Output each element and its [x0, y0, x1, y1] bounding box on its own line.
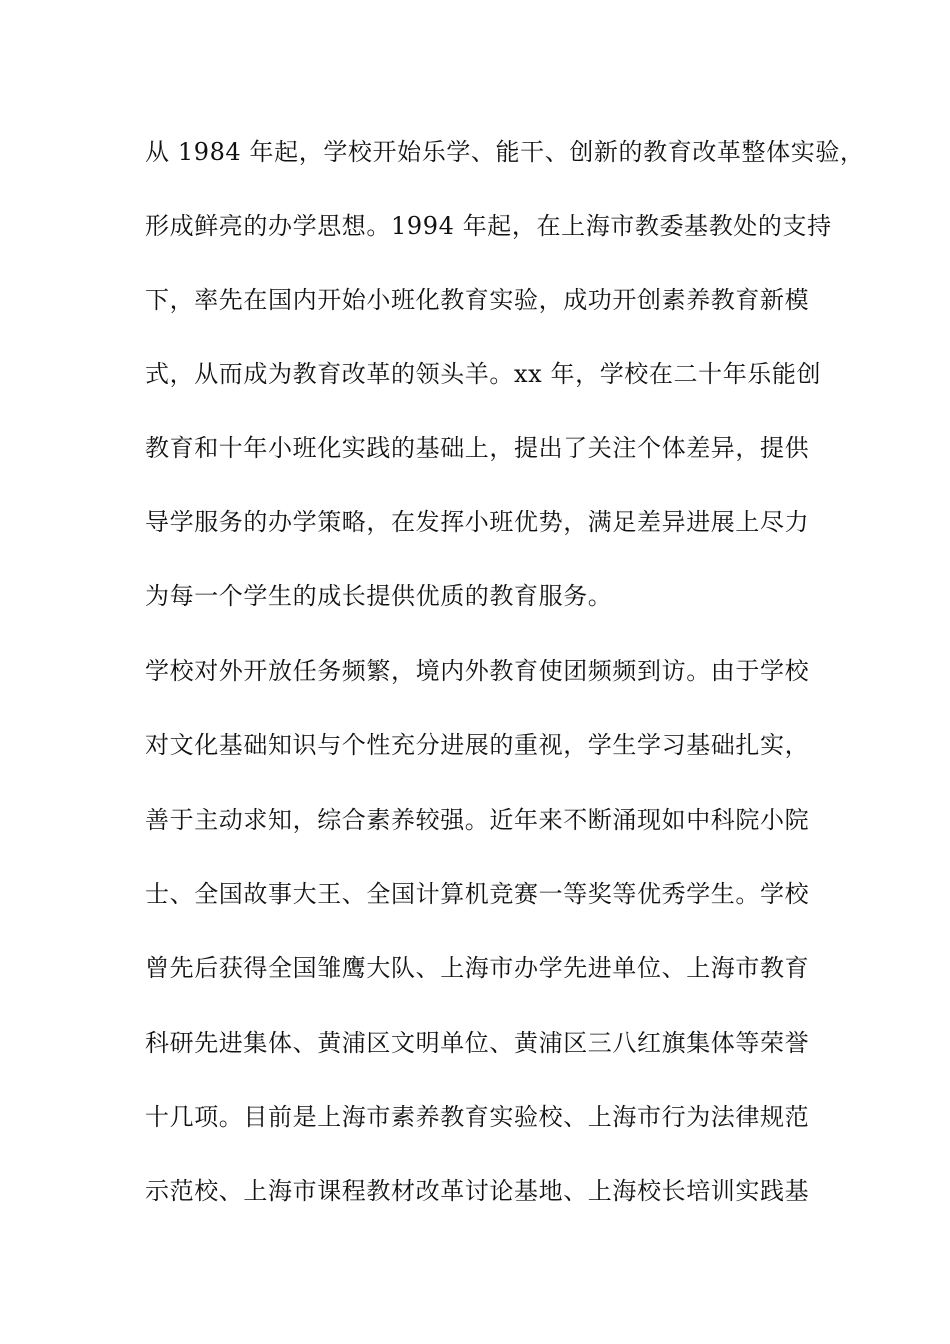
paragraph-1-line-3: 下，率先在国内开始小班化教育实验，成功开创素养教育新模 — [145, 286, 810, 314]
paragraph-2-line-1: 学校对外开放任务频繁，境内外教育使团频频到访。由于学校 — [145, 657, 810, 685]
paragraph-2-line-6: 科研先进集体、黄浦区文明单位、黄浦区三八红旗集体等荣誉 — [145, 1029, 810, 1057]
paragraph-1-line-4: 式，从而成为教育改革的领头羊。xx 年，学校在二十年乐能创 — [145, 360, 822, 388]
paragraph-2-line-5: 曾先后获得全国雏鹰大队、上海市办学先进单位、上海市教育 — [145, 954, 810, 982]
paragraph-1-line-5: 教育和十年小班化实践的基础上，提出了关注个体差异，提供 — [145, 434, 810, 462]
paragraph-1-line-2: 形成鲜亮的办学思想。1994 年起，在上海市教委基教处的支持 — [145, 212, 832, 240]
paragraph-1-line-7: 为每一个学生的成长提供优质的教育服务。 — [145, 582, 613, 610]
paragraph-2-line-8: 示范校、上海市课程教材改革讨论基地、上海校长培训实践基 — [145, 1177, 810, 1205]
paragraph-2-line-7: 十几项。目前是上海市素养教育实验校、上海市行为法律规范 — [145, 1103, 810, 1131]
paragraph-2-line-2: 对文化基础知识与个性充分进展的重视，学生学习基础扎实， — [145, 731, 810, 759]
paragraph-2-line-3: 善于主动求知，综合素养较强。近年来不断涌现如中科院小院 — [145, 806, 810, 834]
paragraph-2-line-4: 士、全国故事大王、全国计算机竞赛一等奖等优秀学生。学校 — [145, 880, 810, 908]
paragraph-1-line-1: 从 1984 年起，学校开始乐学、能干、创新的教育改革整体实验， — [145, 138, 865, 166]
paragraph-1-line-6: 导学服务的办学策略，在发挥小班优势，满足差异进展上尽力 — [145, 508, 810, 536]
